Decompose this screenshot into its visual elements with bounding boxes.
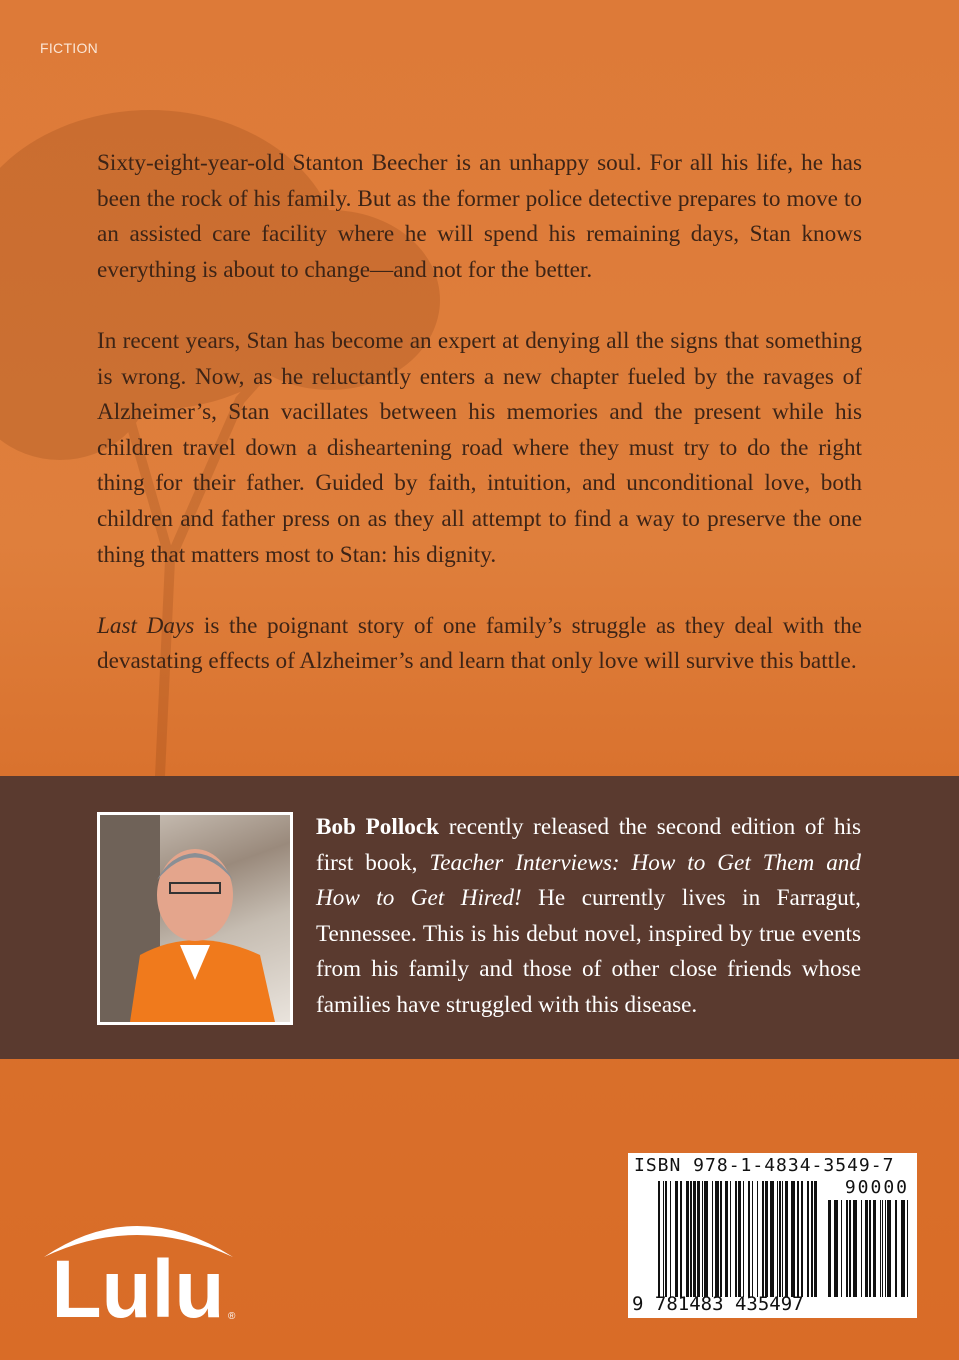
barcode-bar [882, 1200, 883, 1297]
barcode-bar [686, 1181, 689, 1297]
barcode-bar [715, 1181, 719, 1297]
barcode-bar [849, 1200, 851, 1297]
blurb-paragraph-1: Sixty-eight-year-old Stanton Beecher is an unhappy soul. For all his life, he has been the rock of his family. But as the former police detective prepares to move to an assisted care facility where he will spend his remaining days, Stan knows everything is about to change—and not for the better. [97, 150, 862, 283]
barcode-bar [841, 1200, 842, 1297]
barcode-bar [869, 1200, 871, 1297]
lulu-logo-text: Lulu [51, 1244, 225, 1325]
barcode-bar [779, 1181, 781, 1297]
barcode-bar [865, 1200, 868, 1297]
isbn-barcode [628, 1153, 917, 1318]
barcode-bar [663, 1181, 664, 1297]
barcode-bar [828, 1200, 831, 1297]
barcode-digits: 9 781483 435497 [632, 1293, 804, 1315]
lulu-logo [36, 1205, 241, 1325]
barcode-bar [861, 1200, 862, 1297]
barcode-bar [712, 1181, 713, 1297]
barcode-bar [887, 1200, 891, 1297]
barcode-bar [846, 1200, 848, 1297]
barcode-bar [757, 1181, 758, 1297]
barcode-bar [658, 1181, 660, 1297]
barcode-bar [735, 1181, 737, 1297]
svg-text:®: ® [228, 1311, 236, 1322]
barcode-bar [853, 1200, 857, 1297]
barcode-bar [777, 1181, 778, 1297]
barcode-bar [901, 1200, 905, 1297]
barcode-bar [675, 1181, 678, 1297]
genre-label: FICTION [40, 40, 99, 56]
barcode-bar [693, 1181, 696, 1297]
author-photo [97, 812, 293, 1025]
book-title: Last Days [97, 612, 195, 639]
barcode-bar [738, 1181, 741, 1297]
barcode-bar [748, 1181, 750, 1297]
barcode-bar [907, 1200, 908, 1297]
blurb-paragraph-2: In recent years, Stan has become an expert at denying all the signs that something is wrong. Now, as he reluctantly enters a new chapter fueled by the ravages of Alzheimer’s, Stan vacillates between his memories and the present while his children travel down a disheartening road where they must try to do the right thing for their father. Guided by faith, intuition, and unconditional love, both children and father press on as they all attempt to find a way to preserve the one thing that matters most to Stan: his dignity. [97, 327, 862, 568]
barcode-bar [743, 1181, 744, 1297]
barcode-bar [762, 1181, 764, 1297]
barcode-bar [797, 1181, 799, 1297]
barcode-bar [752, 1181, 753, 1297]
price-barcode-bars [828, 1200, 908, 1297]
barcode-bar [880, 1200, 881, 1297]
barcode-bar [801, 1181, 803, 1297]
book-blurb [97, 146, 862, 716]
barcode-bar [782, 1181, 783, 1297]
blurb-paragraph-3 [97, 609, 862, 680]
barcode-bar [811, 1181, 813, 1297]
barcode-bar [680, 1181, 682, 1297]
barcode-bars [658, 1181, 818, 1297]
barcode-bar [704, 1181, 708, 1297]
barcode-bar [885, 1200, 886, 1297]
isbn-text: ISBN 978-1-4834-3549-7 [634, 1155, 895, 1176]
barcode-bar [665, 1181, 667, 1297]
bio-text-2: He currently lives in Farragut, Tennessee. This is his debut novel, inspired by true events from his family and those of other close friends whose families have struggled with this disease. [316, 885, 861, 1018]
barcode-bar [785, 1181, 788, 1297]
barcode-bar [807, 1181, 809, 1297]
barcode-bar [690, 1181, 692, 1297]
author-name: Bob Pollock [316, 814, 440, 840]
barcode-bar [791, 1181, 795, 1297]
barcode-bar [895, 1200, 897, 1297]
price-code: 90000 [844, 1177, 909, 1198]
barcode-bar [765, 1181, 768, 1297]
barcode-bar [730, 1181, 731, 1297]
barcode-bar [770, 1181, 774, 1297]
barcode-bar [720, 1181, 722, 1297]
blurb-paragraph-3-text: is the poignant story of one family’s struggle as they deal with the devastating effects of Alzheimer’s and learn that only love will survive this battle. [97, 612, 862, 675]
previous-book-title: Teacher Interviews: How to Get Them and How to Get Hired! [316, 849, 861, 912]
barcode-bar [670, 1181, 671, 1297]
barcode-bar [697, 1181, 700, 1297]
barcode-bar [702, 1181, 703, 1297]
author-bio [316, 810, 861, 1024]
bio-text-1: recently released the second edition of his first book, [316, 814, 861, 876]
barcode-bar [834, 1200, 838, 1297]
barcode-bar [814, 1181, 817, 1297]
barcode-bar [725, 1181, 728, 1297]
barcode-bar [873, 1200, 876, 1297]
